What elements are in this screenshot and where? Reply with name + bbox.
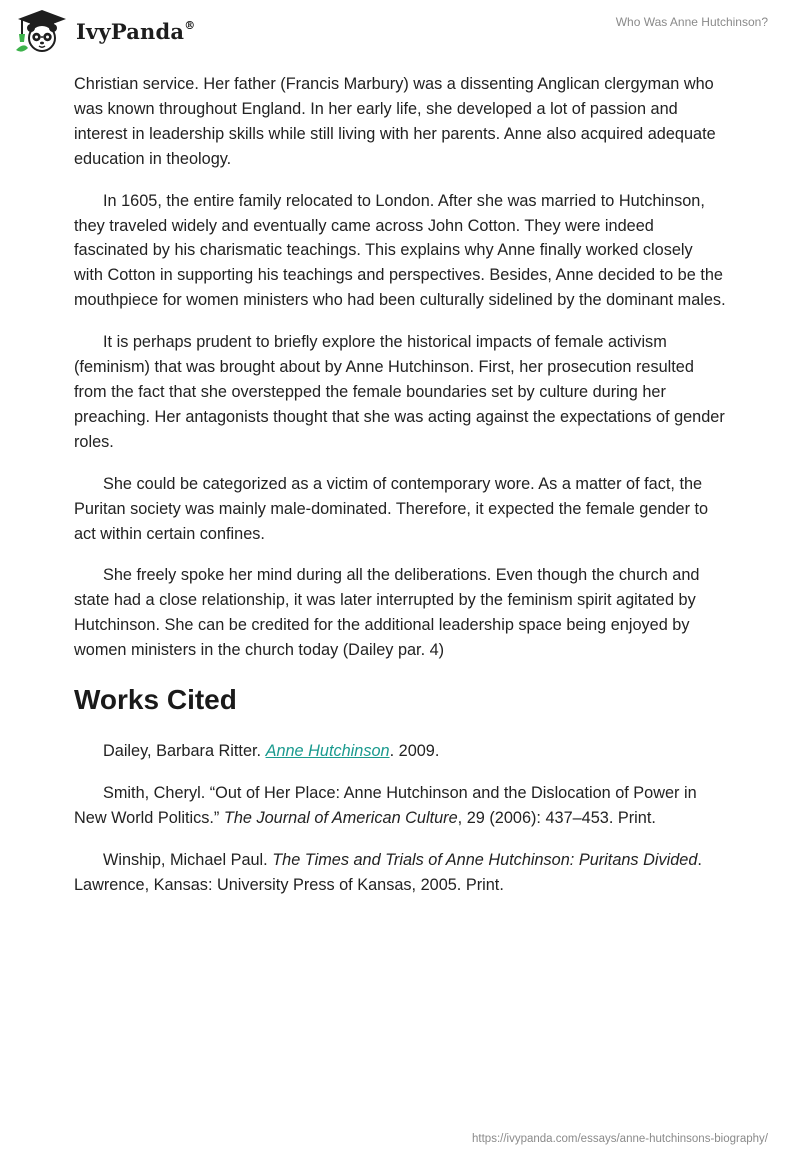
paragraph: She freely spoke her mind during all the deliberations. Even though the church and state had a close relationship, it was later interrupted by the feminism spirit agitated by Hutchinson. She can be credited for the additional leadership space being enjoyed by women ministers in the church today (Dailey par. 4)	[74, 566, 700, 660]
paragraph: She could be categorized as a victim of contemporary wore. As a matter of fact, the Puritan society was mainly male-dominated. Therefore, it expected the female gender to act within certain confines.	[74, 474, 709, 543]
footer-url[interactable]: https://ivypanda.com/essays/anne-hutchinsons-biography/	[472, 1133, 768, 1145]
citation-title: The Journal of American Culture	[223, 808, 458, 827]
paragraph: In 1605, the entire family relocated to London. After she was married to Hutchinson, they traveled widely and eventually came across John Cotton. They were indeed fascinated by his charismatic teachings. This explains why Anne finally worked closely with Cotton in supporting his teachings and perspectives. Besides, Anne decided to be the mouthpiece for women ministers who had been culturally sidelined by the dominant males.	[74, 191, 726, 310]
paragraph: It is perhaps prudent to briefly explore the historical impacts of female activism (feminism) that was brought about by Anne Hutchinson. First, her prosecution resulted from the fact that she overstepped the female boundaries set by culture during her preaching. Her antagonists thought that she was acting against the expectations of gender roles.	[74, 333, 725, 451]
paragraph: Christian service. Her father (Francis Marbury) was a dissenting Anglican clergyman who was known throughout England. In her early life, she developed a lot of passion and interest in leadership skills while still living with her parents. Anne also acquired adequate education in theology.	[74, 75, 716, 168]
page-header	[0, 0, 800, 64]
works-cited-heading: Works Cited	[74, 684, 237, 716]
panda-graduate-icon	[14, 8, 70, 54]
citation-title: The Times and Trials of Anne Hutchinson: Puritans Divided	[272, 850, 698, 869]
citation-text: Dailey, Barbara Ritter.	[103, 742, 266, 761]
citation-entry	[74, 739, 726, 764]
citation-text: , 29 (2006): 437–453. Print.	[457, 808, 656, 827]
citation-text: Winship, Michael Paul.	[103, 850, 273, 869]
citation-text: . 2009.	[389, 742, 440, 761]
essay-content	[74, 72, 726, 915]
citation-entry	[74, 781, 726, 831]
document-title: Who Was Anne Hutchinson?	[615, 15, 768, 29]
citation-text: . Lawrence, Kansas: University Press of Kansas, 2005. Print.	[74, 850, 702, 894]
ivypanda-logo[interactable]	[14, 8, 195, 54]
citation-entry	[74, 848, 726, 898]
citation-text: Smith, Cheryl. “Out of Her Place: Anne Hutchinson and the Dislocation of Power in New World Politics.”	[74, 783, 697, 827]
logo-text: IvyPanda®	[76, 18, 196, 44]
citation-link[interactable]: Anne Hutchinson	[265, 742, 390, 761]
